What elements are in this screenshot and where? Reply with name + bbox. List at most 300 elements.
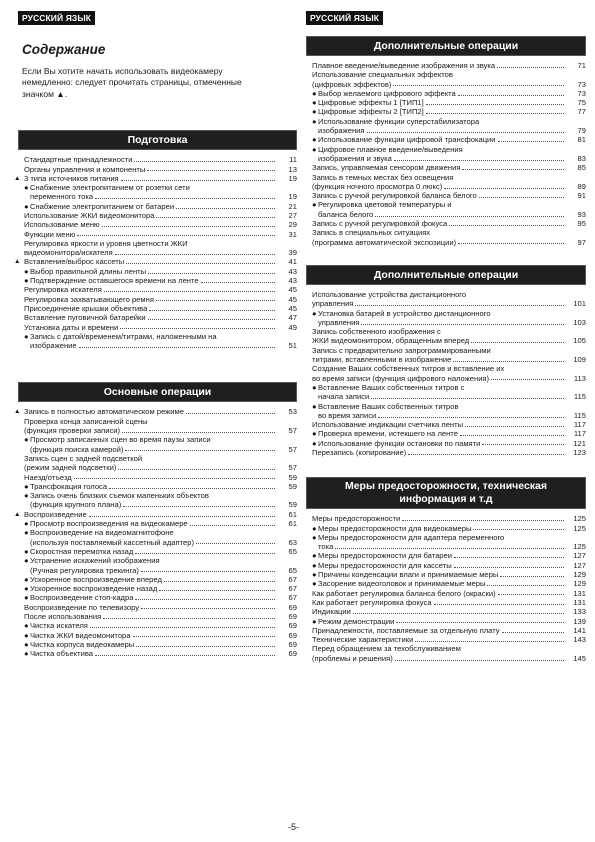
dot-leader bbox=[115, 248, 275, 255]
bullet-icon: ● bbox=[24, 556, 29, 566]
toc-entry-text: переменного тока bbox=[30, 192, 94, 202]
toc-page-number: 11 bbox=[289, 155, 297, 165]
toc-entry[interactable] bbox=[18, 556, 297, 575]
bullet-icon: ● bbox=[24, 481, 29, 491]
toc-entry[interactable] bbox=[306, 135, 586, 144]
toc-entry-text: Плавное введение/выведение изображения и звука bbox=[312, 61, 496, 70]
left-sections bbox=[14, 130, 297, 659]
toc-entry[interactable] bbox=[14, 509, 297, 519]
dot-leader bbox=[141, 603, 275, 610]
section-title: Дополнительные операции bbox=[373, 268, 519, 281]
toc-entry[interactable] bbox=[306, 145, 586, 164]
dot-leader bbox=[120, 323, 275, 330]
dot-leader bbox=[415, 635, 564, 642]
toc-entry[interactable] bbox=[306, 402, 586, 421]
toc-page-number: 63 bbox=[288, 537, 297, 547]
toc-entry[interactable] bbox=[18, 584, 297, 593]
toc-page-number: 123 bbox=[573, 447, 586, 457]
toc-page-number: 69 bbox=[288, 630, 297, 640]
bullet-icon: ● bbox=[312, 429, 317, 439]
toc-entry-last-line bbox=[318, 617, 566, 626]
toc-entry[interactable] bbox=[18, 519, 297, 528]
toc-entry-last-line bbox=[318, 561, 566, 570]
dot-leader bbox=[190, 519, 275, 526]
toc-page-number: 127 bbox=[573, 551, 586, 561]
dot-leader bbox=[500, 570, 564, 577]
section-title: Подготовка bbox=[127, 134, 188, 147]
toc-entry-text: Органы управления и компоненты bbox=[24, 164, 146, 174]
toc-entry-text: Просмотр записанных сцен во время паузы записи bbox=[30, 435, 211, 445]
toc-entry-text: Запись с ручной регулировкой фокуса bbox=[312, 219, 448, 229]
dot-leader bbox=[502, 626, 564, 633]
toc-entry-text: Вставление/выброс кассеты bbox=[24, 257, 125, 267]
toc-entry-last-line bbox=[312, 607, 566, 616]
toc-entry-last-line bbox=[24, 257, 277, 266]
toc-entry-last-line bbox=[318, 551, 566, 560]
toc-entry[interactable] bbox=[306, 107, 586, 116]
toc-entry[interactable] bbox=[18, 631, 297, 640]
toc-page-number: 93 bbox=[577, 209, 586, 219]
dot-leader bbox=[148, 267, 275, 274]
toc-entry-text: Трансфокация голоса bbox=[30, 481, 108, 491]
bullet-icon: ● bbox=[24, 331, 29, 341]
toc-entry[interactable] bbox=[18, 621, 297, 630]
toc-entry-text: Меры предосторожности для видеокамеры bbox=[318, 523, 472, 533]
toc-entry-text: Функции меню bbox=[24, 229, 76, 239]
toc-entry[interactable] bbox=[18, 547, 297, 556]
toc-entry[interactable] bbox=[18, 220, 297, 229]
toc-entry-text: Как работает регулировка фокуса bbox=[312, 597, 432, 607]
dot-leader bbox=[74, 473, 275, 480]
toc-entry[interactable] bbox=[306, 61, 586, 70]
toc-entry[interactable] bbox=[14, 407, 297, 417]
toc-entry-last-line bbox=[30, 566, 277, 575]
toc-page-number: 31 bbox=[288, 229, 297, 239]
toc-entry[interactable] bbox=[306, 309, 586, 328]
bullet-icon: ● bbox=[312, 308, 317, 318]
toc-entry[interactable] bbox=[306, 89, 586, 98]
toc-page-number: 69 bbox=[288, 611, 297, 621]
bullet-icon: ● bbox=[24, 649, 29, 659]
toc-entry[interactable] bbox=[18, 285, 297, 294]
toc-page-number: 115 bbox=[573, 410, 586, 420]
toc-entry[interactable] bbox=[18, 332, 297, 351]
dot-leader bbox=[371, 392, 564, 399]
toc-entry-text: После использования bbox=[24, 611, 102, 621]
toc-entry-text: Воспроизведение bbox=[24, 509, 87, 519]
toc-entry[interactable] bbox=[306, 579, 586, 588]
bullet-icon: ● bbox=[312, 579, 317, 589]
toc-page-number: 61 bbox=[288, 519, 297, 529]
toc-entry-text: Запись с датой/временем/титрами, наложенными на bbox=[30, 331, 217, 341]
toc-entry[interactable] bbox=[306, 448, 586, 457]
toc-entry-text: Проверка времени, истекшего на ленте bbox=[318, 429, 458, 439]
bullet-icon: ● bbox=[24, 266, 29, 276]
toc-entry-last-line bbox=[30, 341, 277, 350]
toc-entry-text: Запись очень близких съемок маленьких объектов bbox=[30, 491, 209, 501]
toc-entry-last-line bbox=[312, 191, 566, 200]
toc-entry-last-line bbox=[318, 318, 566, 327]
toc-entry-text: Просмотр воспроизведения на видеокамере bbox=[30, 519, 188, 529]
dot-leader bbox=[426, 107, 564, 114]
toc-entry[interactable] bbox=[18, 304, 297, 313]
bullet-icon: ● bbox=[24, 574, 29, 584]
toc-entry[interactable] bbox=[306, 364, 586, 383]
toc-entry[interactable] bbox=[306, 626, 586, 635]
toc-entry[interactable] bbox=[18, 313, 297, 322]
toc-entry-last-line bbox=[318, 542, 566, 551]
toc-entry[interactable] bbox=[18, 276, 297, 285]
toc-entry-text: ЖКИ видеомонитором, обращенным вперед bbox=[312, 336, 470, 346]
toc-entry-text: Воспроизведение на видеомагнитофоне bbox=[30, 528, 174, 538]
toc-list bbox=[306, 514, 586, 663]
page-number: -5- bbox=[288, 822, 299, 832]
toc-entry[interactable] bbox=[306, 644, 586, 663]
toc-entry-last-line bbox=[30, 500, 277, 509]
dot-leader bbox=[159, 584, 275, 591]
toc-entry[interactable] bbox=[18, 640, 297, 649]
toc-entry-text: баланса белого bbox=[318, 209, 374, 219]
toc-page-number: 121 bbox=[573, 438, 586, 448]
toc-entry-last-line bbox=[24, 230, 277, 239]
toc-page-number: 131 bbox=[573, 597, 586, 607]
dot-leader bbox=[103, 612, 275, 619]
intro-line: немедленно: следует прочитать страницы, отмеченные bbox=[22, 77, 242, 88]
dot-leader bbox=[104, 285, 275, 292]
toc-entry-last-line bbox=[312, 626, 566, 635]
toc-entry-text: Воспроизведение по телевизору bbox=[24, 602, 140, 612]
dot-leader bbox=[186, 407, 275, 414]
toc-page-number: 115 bbox=[573, 392, 586, 402]
toc-entry-text: Использование меню bbox=[24, 220, 100, 230]
toc-entry[interactable] bbox=[306, 635, 586, 644]
toc-entry[interactable] bbox=[18, 323, 297, 332]
toc-entry-text: Воспроизведение стоп-кадра bbox=[30, 593, 134, 603]
toc-entry-text: Присоединение крышки объектива bbox=[24, 303, 148, 313]
toc-entry-last-line bbox=[312, 589, 566, 598]
toc-page-number: 71 bbox=[577, 61, 586, 70]
toc-entry[interactable] bbox=[306, 429, 586, 438]
intro-line: Если Вы хотите начать использовать видеокамеру bbox=[22, 66, 223, 76]
toc-entry[interactable] bbox=[18, 435, 297, 454]
toc-page-number: 81 bbox=[577, 135, 586, 145]
toc-entry-last-line bbox=[318, 154, 566, 163]
toc-page-number: 125 bbox=[573, 542, 586, 552]
toc-entry-last-line bbox=[24, 313, 277, 322]
toc-entry[interactable] bbox=[306, 524, 586, 533]
toc-entry-last-line bbox=[24, 295, 277, 304]
dot-leader bbox=[121, 174, 275, 181]
toc-entry-text: Индикации bbox=[312, 607, 351, 617]
toc-entry-text: Проверка конца записанной сцены bbox=[24, 416, 148, 426]
bullet-icon: ● bbox=[312, 98, 317, 108]
toc-section bbox=[14, 382, 297, 659]
toc-entry-text: (Ручная регулировка трекинга) bbox=[30, 565, 139, 575]
toc-entry[interactable] bbox=[18, 491, 297, 510]
toc-entry-text: Использование функции суперстабилизатора bbox=[318, 116, 480, 126]
toc-page-number: 117 bbox=[573, 420, 586, 430]
quick-start-marker-icon: ▲ bbox=[14, 174, 21, 182]
toc-entry[interactable] bbox=[306, 70, 586, 89]
toc-entry-text: титрами, вставленными в изображение bbox=[312, 355, 452, 365]
toc-entry-text: Регулировка искателя bbox=[24, 285, 102, 295]
toc-section bbox=[306, 265, 586, 457]
right-column bbox=[306, 8, 586, 663]
toc-entry-last-line bbox=[30, 631, 277, 640]
toc-entry-last-line bbox=[30, 445, 277, 454]
toc-entry-last-line bbox=[312, 61, 566, 70]
toc-entry[interactable] bbox=[306, 561, 586, 570]
bullet-icon: ● bbox=[24, 621, 29, 631]
toc-entry[interactable] bbox=[306, 163, 586, 172]
toc-entry-last-line bbox=[24, 612, 277, 621]
bullet-icon: ● bbox=[24, 519, 29, 529]
toc-entry[interactable] bbox=[18, 165, 297, 174]
toc-entry-last-line bbox=[30, 519, 277, 528]
toc-entry-last-line bbox=[312, 635, 566, 644]
toc-entry[interactable] bbox=[306, 551, 586, 560]
toc-entry[interactable] bbox=[306, 514, 586, 523]
toc-list bbox=[306, 290, 586, 457]
toc-entry-last-line bbox=[24, 473, 277, 482]
dot-leader bbox=[454, 561, 564, 568]
toc-entry-text: (цифровых эффектов) bbox=[312, 79, 392, 89]
toc-entry[interactable] bbox=[18, 593, 297, 602]
toc-entry[interactable] bbox=[18, 528, 297, 547]
toc-entry[interactable] bbox=[306, 346, 586, 365]
toc-page-number: 131 bbox=[573, 588, 586, 598]
toc-page-number: 45 bbox=[288, 285, 297, 295]
dot-leader bbox=[454, 551, 564, 558]
bullet-icon: ● bbox=[24, 584, 29, 594]
toc-entry-text: во время записи bbox=[318, 410, 377, 420]
toc-page-number: 113 bbox=[573, 373, 586, 383]
toc-entry[interactable] bbox=[306, 598, 586, 607]
toc-entry[interactable] bbox=[306, 420, 586, 429]
toc-entry[interactable] bbox=[18, 211, 297, 220]
toc-entry-last-line bbox=[30, 584, 277, 593]
toc-entry[interactable] bbox=[18, 155, 297, 164]
toc-entry-last-line bbox=[318, 439, 566, 448]
page-title: Содержание bbox=[22, 42, 106, 57]
bullet-icon: ● bbox=[312, 401, 317, 411]
toc-entry[interactable] bbox=[18, 417, 297, 436]
toc-page-number: 139 bbox=[573, 616, 586, 626]
dot-leader bbox=[196, 538, 275, 545]
bullet-icon: ● bbox=[24, 593, 29, 603]
toc-entry[interactable] bbox=[306, 617, 586, 626]
dot-leader bbox=[471, 336, 564, 343]
toc-page-number: 143 bbox=[573, 635, 586, 645]
toc-entry-text: Создание Ваших собственных титров и вставление их bbox=[312, 364, 505, 374]
toc-page-number: 13 bbox=[288, 164, 297, 174]
toc-entry-last-line bbox=[24, 463, 277, 472]
toc-entry-last-line bbox=[30, 267, 277, 276]
toc-entry-text: Использование специальных эффектов bbox=[312, 70, 453, 80]
quick-start-marker-icon: ▲ bbox=[14, 408, 21, 416]
section-banner bbox=[306, 477, 586, 509]
toc-page-number: 75 bbox=[577, 98, 586, 108]
toc-entry-text: Использование устройства дистанционного bbox=[312, 289, 467, 299]
toc-entry-text: Запись сцен с задней подсветкой bbox=[24, 453, 143, 463]
toc-entry[interactable] bbox=[18, 603, 297, 612]
toc-entry[interactable] bbox=[306, 533, 586, 552]
toc-entry[interactable] bbox=[306, 173, 586, 192]
toc-page-number: 73 bbox=[577, 88, 586, 98]
toc-entry-text: Использование ЖКИ видеомонитора bbox=[24, 211, 155, 220]
toc-entry[interactable] bbox=[18, 239, 297, 258]
toc-entry[interactable] bbox=[14, 173, 297, 183]
toc-entry[interactable] bbox=[306, 607, 586, 616]
toc-entry-last-line bbox=[318, 126, 566, 135]
toc-section bbox=[306, 477, 586, 663]
toc-entry-text: Перед обращением за техобслуживанием bbox=[312, 644, 461, 654]
toc-entry-text: Установка батарей в устройство дистанционного bbox=[318, 308, 491, 318]
dot-leader bbox=[201, 276, 275, 283]
dot-leader bbox=[118, 463, 275, 470]
toc-entry-text: 3 типа источников питания bbox=[24, 173, 119, 183]
toc-entry-text: Регулировка захватывающего ремня bbox=[24, 294, 154, 304]
toc-entry-text: Ускоренное воспроизведение назад bbox=[30, 584, 158, 594]
dot-leader bbox=[122, 426, 275, 433]
toc-entry-text: изображение bbox=[30, 341, 77, 351]
dot-leader bbox=[444, 182, 564, 189]
dot-leader bbox=[458, 89, 564, 96]
bullet-icon: ● bbox=[24, 183, 29, 193]
toc-page-number: 21 bbox=[288, 201, 297, 211]
toc-entry[interactable] bbox=[18, 202, 297, 211]
toc-entry-last-line bbox=[24, 407, 277, 416]
toc-entry[interactable] bbox=[18, 295, 297, 304]
toc-entry-last-line bbox=[30, 575, 277, 584]
toc-entry-text: Запись в темных местах без освещения bbox=[312, 172, 454, 182]
toc-entry-last-line bbox=[24, 323, 277, 332]
toc-page-number: 69 bbox=[288, 649, 297, 659]
toc-entry-last-line bbox=[24, 174, 277, 183]
dot-leader bbox=[353, 607, 564, 614]
toc-entry[interactable] bbox=[18, 575, 297, 584]
intro-text bbox=[22, 66, 297, 100]
toc-entry-text: Использование функции остановки по памяти bbox=[318, 438, 481, 448]
toc-entry-last-line bbox=[24, 220, 277, 229]
language-tab-left: РУССКИЙ ЯЗЫК bbox=[18, 11, 95, 25]
toc-entry[interactable] bbox=[18, 482, 297, 491]
dot-leader bbox=[95, 649, 275, 656]
dot-leader bbox=[491, 374, 564, 381]
section-banner bbox=[306, 265, 586, 285]
toc-entry[interactable] bbox=[306, 228, 586, 247]
toc-entry[interactable] bbox=[14, 257, 297, 267]
bullet-icon: ● bbox=[312, 532, 317, 542]
toc-entry[interactable] bbox=[306, 191, 586, 200]
toc-entry[interactable] bbox=[18, 267, 297, 276]
section-title: информация и т.д bbox=[399, 493, 493, 506]
toc-entry-text: Чистка корпуса видеокамеры bbox=[30, 639, 135, 649]
toc-page-number: 67 bbox=[288, 584, 297, 594]
toc-entry[interactable] bbox=[18, 454, 297, 473]
toc-entry-last-line bbox=[318, 107, 566, 116]
dot-leader bbox=[109, 482, 275, 489]
toc-entry-text: Чистка ЖКИ видеомонитора bbox=[30, 630, 131, 640]
toc-entry[interactable] bbox=[306, 117, 586, 136]
toc-entry[interactable] bbox=[306, 219, 586, 228]
toc-page-number: 133 bbox=[573, 607, 586, 617]
toc-entry[interactable] bbox=[18, 230, 297, 239]
dot-leader bbox=[126, 257, 275, 264]
toc-entry-text: Вставление Ваших собственных титров с bbox=[318, 382, 465, 392]
language-tab-right: РУССКИЙ ЯЗЫК bbox=[306, 11, 383, 25]
dot-leader bbox=[335, 542, 564, 549]
toc-page-number: 69 bbox=[288, 639, 297, 649]
toc-entry[interactable] bbox=[306, 589, 586, 598]
toc-entry-text: Запись с предварительно запрограммированными bbox=[312, 345, 491, 355]
toc-entry-last-line bbox=[30, 649, 277, 658]
toc-entry-text: Запись в полностью автоматическом режиме bbox=[24, 407, 184, 417]
dot-leader bbox=[133, 631, 276, 638]
dot-leader bbox=[378, 411, 564, 418]
dot-leader bbox=[156, 295, 275, 302]
toc-entry[interactable] bbox=[306, 98, 586, 107]
toc-entry-text: Меры предосторожности для адаптера переменного bbox=[318, 532, 505, 542]
toc-entry-last-line bbox=[318, 89, 566, 98]
toc-page-number: 39 bbox=[288, 248, 297, 258]
toc-entry-text: Использование функции цифровой трансфокации bbox=[318, 135, 496, 145]
toc-entry[interactable] bbox=[306, 290, 586, 309]
section-title: Меры предосторожности, техническая bbox=[344, 480, 548, 493]
toc-entry-last-line bbox=[30, 621, 277, 630]
toc-entry[interactable] bbox=[306, 439, 586, 448]
dot-leader bbox=[141, 566, 275, 573]
toc-page-number: 101 bbox=[573, 299, 586, 309]
toc-page-number: 109 bbox=[573, 355, 586, 365]
toc-entry-last-line bbox=[30, 593, 277, 602]
toc-entry-text: Наезд/отъезд bbox=[24, 472, 72, 482]
toc-entry[interactable] bbox=[306, 200, 586, 219]
dot-leader bbox=[462, 163, 564, 170]
dot-leader bbox=[393, 80, 564, 87]
quick-start-marker-icon: ▲ bbox=[14, 258, 21, 266]
toc-entry-last-line bbox=[24, 285, 277, 294]
toc-page-number: 125 bbox=[573, 523, 586, 533]
toc-entry[interactable] bbox=[306, 327, 586, 346]
toc-page-number: 141 bbox=[573, 625, 586, 635]
bullet-icon: ● bbox=[24, 630, 29, 640]
dot-leader bbox=[479, 191, 564, 198]
toc-entry[interactable] bbox=[18, 473, 297, 482]
toc-page-number: 129 bbox=[573, 579, 586, 589]
toc-entry[interactable] bbox=[18, 183, 297, 202]
toc-entry-text: Причины конденсации влаги и принимаемые меры bbox=[318, 570, 499, 580]
toc-entry[interactable] bbox=[306, 383, 586, 402]
toc-entry-last-line bbox=[24, 603, 277, 612]
toc-entry-text: Запись собственного изображения с bbox=[312, 327, 441, 337]
toc-entry[interactable] bbox=[18, 649, 297, 658]
toc-page-number: 117 bbox=[573, 429, 586, 439]
bullet-icon: ● bbox=[24, 528, 29, 538]
toc-entry-last-line bbox=[318, 429, 566, 438]
bullet-icon: ● bbox=[24, 639, 29, 649]
dot-leader bbox=[135, 593, 275, 600]
bullet-icon: ● bbox=[24, 435, 29, 445]
toc-entry[interactable] bbox=[306, 570, 586, 579]
quick-start-marker-icon: ▲ bbox=[14, 510, 21, 518]
toc-entry[interactable] bbox=[18, 612, 297, 621]
toc-entry-text: Регулировка яркости и уровня цветности ЖКИ bbox=[24, 238, 188, 248]
toc-page-number: 127 bbox=[573, 560, 586, 570]
toc-entry-text: Режим демонстрации bbox=[318, 616, 395, 626]
toc-entry-text: Стандартные принадлежности bbox=[24, 155, 133, 165]
toc-page-number: 69 bbox=[288, 602, 297, 612]
